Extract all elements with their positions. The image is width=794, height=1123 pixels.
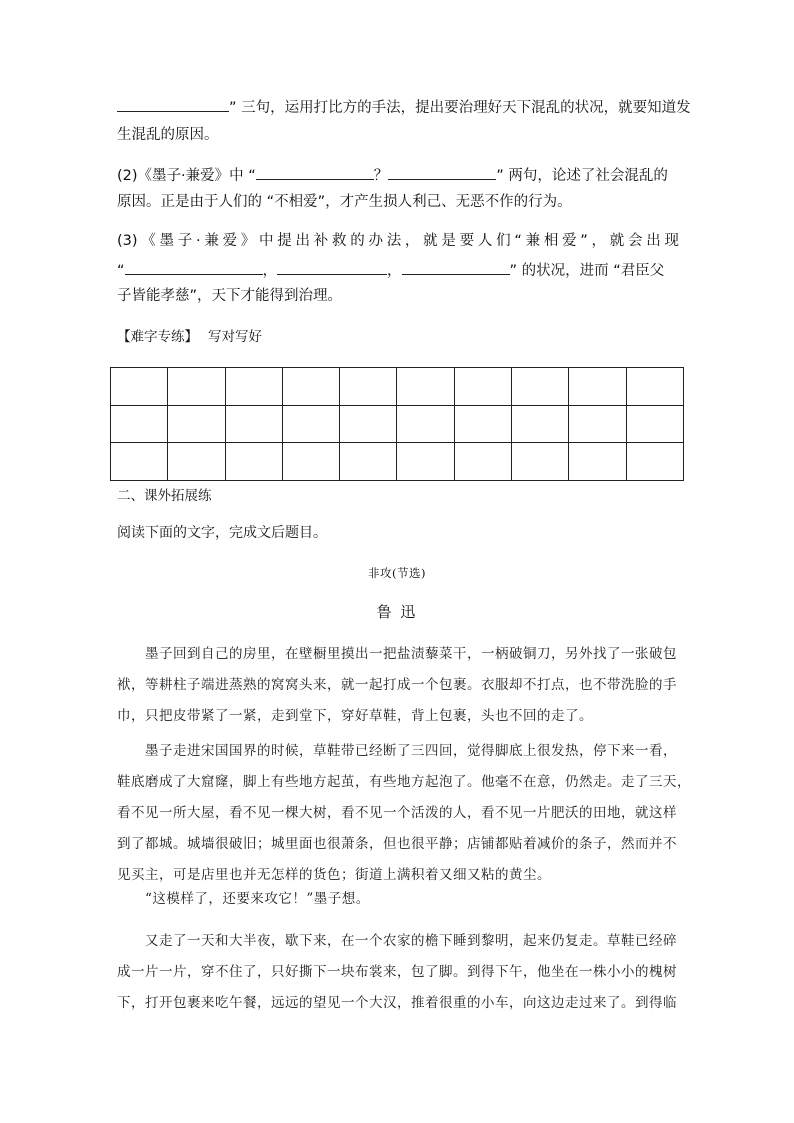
grid-cell[interactable] xyxy=(340,405,397,443)
q3-suffix: ” 的状况，进而 “君臣父 xyxy=(509,263,665,279)
q3-comma: ， xyxy=(262,263,278,279)
grid-cell[interactable] xyxy=(512,368,569,406)
answer-blank[interactable] xyxy=(388,164,496,180)
grid-cell[interactable] xyxy=(168,368,225,406)
grid-cell[interactable] xyxy=(340,443,397,481)
grid-cell[interactable] xyxy=(397,368,454,406)
paragraph-line: 墨子回到自己的房里，在壁橱里摸出一把盐渍藜菜干，一柄破铜刀，另外找了一张破包 xyxy=(145,646,677,662)
q2-suffix: ” 两句，论述了社会混乱的 xyxy=(496,168,668,184)
grid-cell[interactable] xyxy=(397,443,454,481)
q1-line1-text: ” 三句，运用打比方的手法，提出要治理好天下混乱的状况，就要知道发 xyxy=(229,100,691,116)
grid-cell[interactable] xyxy=(225,405,282,443)
paragraph-line: 鞋底磨成了大窟窿，脚上有些地方起茧，有些地方起泡了。他毫不在意，仍然走。走了三天， xyxy=(117,774,691,790)
grid-row xyxy=(111,405,684,443)
grid-cell[interactable] xyxy=(569,405,626,443)
grid-row xyxy=(111,368,684,406)
paragraph-line: 看不见一所大屋，看不见一棵大树，看不见一个活泼的人，看不见一片肥沃的田地，就这样 xyxy=(117,805,677,821)
section2-heading: 二、课外拓展练 xyxy=(117,488,212,504)
practice-label: 【难字专练】 xyxy=(117,329,198,345)
q1-line2: 生混乱的原因。 xyxy=(117,127,219,143)
q3-open-quote: “ xyxy=(117,263,125,279)
grid-cell[interactable] xyxy=(626,405,683,443)
grid-cell[interactable] xyxy=(569,368,626,406)
paragraph-line: 巾，只把皮带紧了一紧，走到堂下，穿好草鞋，背上包裹，头也不回的走了。 xyxy=(117,708,593,724)
grid-cell[interactable] xyxy=(282,443,339,481)
grid-cell[interactable] xyxy=(626,368,683,406)
q2-mid: ？ xyxy=(373,168,389,184)
answer-blank[interactable] xyxy=(117,96,229,112)
paragraph-line: 成一片一片，穿不住了，只好撕下一块布裳来，包了脚。到得下午，他坐在一株小小的槐树 xyxy=(117,964,677,980)
practice-title: 写对写好 xyxy=(208,329,262,345)
q3-line1: (3)《墨子·兼爱》中提出补救的办法，就是要人们“兼相爱”，就会出现 xyxy=(117,233,679,249)
grid-cell[interactable] xyxy=(111,405,168,443)
article-paragraph xyxy=(117,884,683,915)
grid-cell[interactable] xyxy=(340,368,397,406)
grid-cell[interactable] xyxy=(626,443,683,481)
article-title: 非攻(节选) xyxy=(368,566,426,580)
grid-cell[interactable] xyxy=(225,368,282,406)
grid-cell[interactable] xyxy=(454,405,511,443)
paragraph-line: 见买主，可是店里也并无怎样的货色；街道上满积着又细又粘的黄尘。 xyxy=(117,867,551,883)
practice-heading xyxy=(117,327,262,347)
q3-line2 xyxy=(117,259,664,281)
writing-grid xyxy=(110,367,684,481)
paragraph-line: 到了都城。城墙很破旧；城里面也很萧条，但也很平静；店铺都贴着减价的条子，然而并不 xyxy=(117,836,677,852)
q2-prefix: (2)《墨子·兼爱》中 “ xyxy=(117,168,256,184)
grid-cell[interactable] xyxy=(225,443,282,481)
answer-blank[interactable] xyxy=(277,259,387,275)
grid-cell[interactable] xyxy=(512,443,569,481)
grid-cell[interactable] xyxy=(282,368,339,406)
grid-cell[interactable] xyxy=(111,368,168,406)
q3-comma: ， xyxy=(387,263,402,279)
q2-line1 xyxy=(117,164,668,186)
grid-cell[interactable] xyxy=(454,368,511,406)
grid-cell[interactable] xyxy=(111,443,168,481)
answer-blank[interactable] xyxy=(125,259,263,275)
paragraph-line: “这模样了，还要来攻它！”墨子想。 xyxy=(145,891,370,907)
paragraph-line: 墨子走进宋国国界的时候，草鞋带已经断了三四回，觉得脚底上很发热，停下来一看， xyxy=(145,743,677,759)
grid-cell[interactable] xyxy=(569,443,626,481)
grid-cell[interactable] xyxy=(168,443,225,481)
grid-cell[interactable] xyxy=(168,405,225,443)
answer-blank[interactable] xyxy=(256,164,374,180)
grid-cell[interactable] xyxy=(454,443,511,481)
grid-row xyxy=(111,443,684,481)
paragraph-line: 袱，等耕柱子端进蒸熟的窝窝头来，就一起打成一个包裹。衣服却不打点，也不带洗脸的手 xyxy=(117,677,677,693)
grid-cell[interactable] xyxy=(512,405,569,443)
article-paragraph xyxy=(117,639,683,732)
answer-blank[interactable] xyxy=(402,259,510,275)
q2-line2: 原因。正是由于人们的 “不相爱”，才产生损人利己、无恶不作的行为。 xyxy=(117,194,572,210)
article-author: 鲁 迅 xyxy=(376,603,418,621)
section2-instruction: 阅读下面的文字，完成文后题目。 xyxy=(117,525,327,541)
paragraph-line: 下，打开包裹来吃午餐，远远的望见一个大汉，推着很重的小车，向这边走过来了。到得临 xyxy=(117,995,677,1011)
grid-cell[interactable] xyxy=(397,405,454,443)
q1-continuation-line xyxy=(117,96,691,118)
article-paragraph xyxy=(117,926,683,1019)
q3-line3: 子皆能孝慈”，天下才能得到治理。 xyxy=(117,288,343,304)
paragraph-line: 又走了一天和大半夜，歇下来，在一个农家的檐下睡到黎明，起来仍复走。草鞋已经碎 xyxy=(145,933,677,949)
article-paragraph xyxy=(117,736,691,891)
grid-cell[interactable] xyxy=(282,405,339,443)
